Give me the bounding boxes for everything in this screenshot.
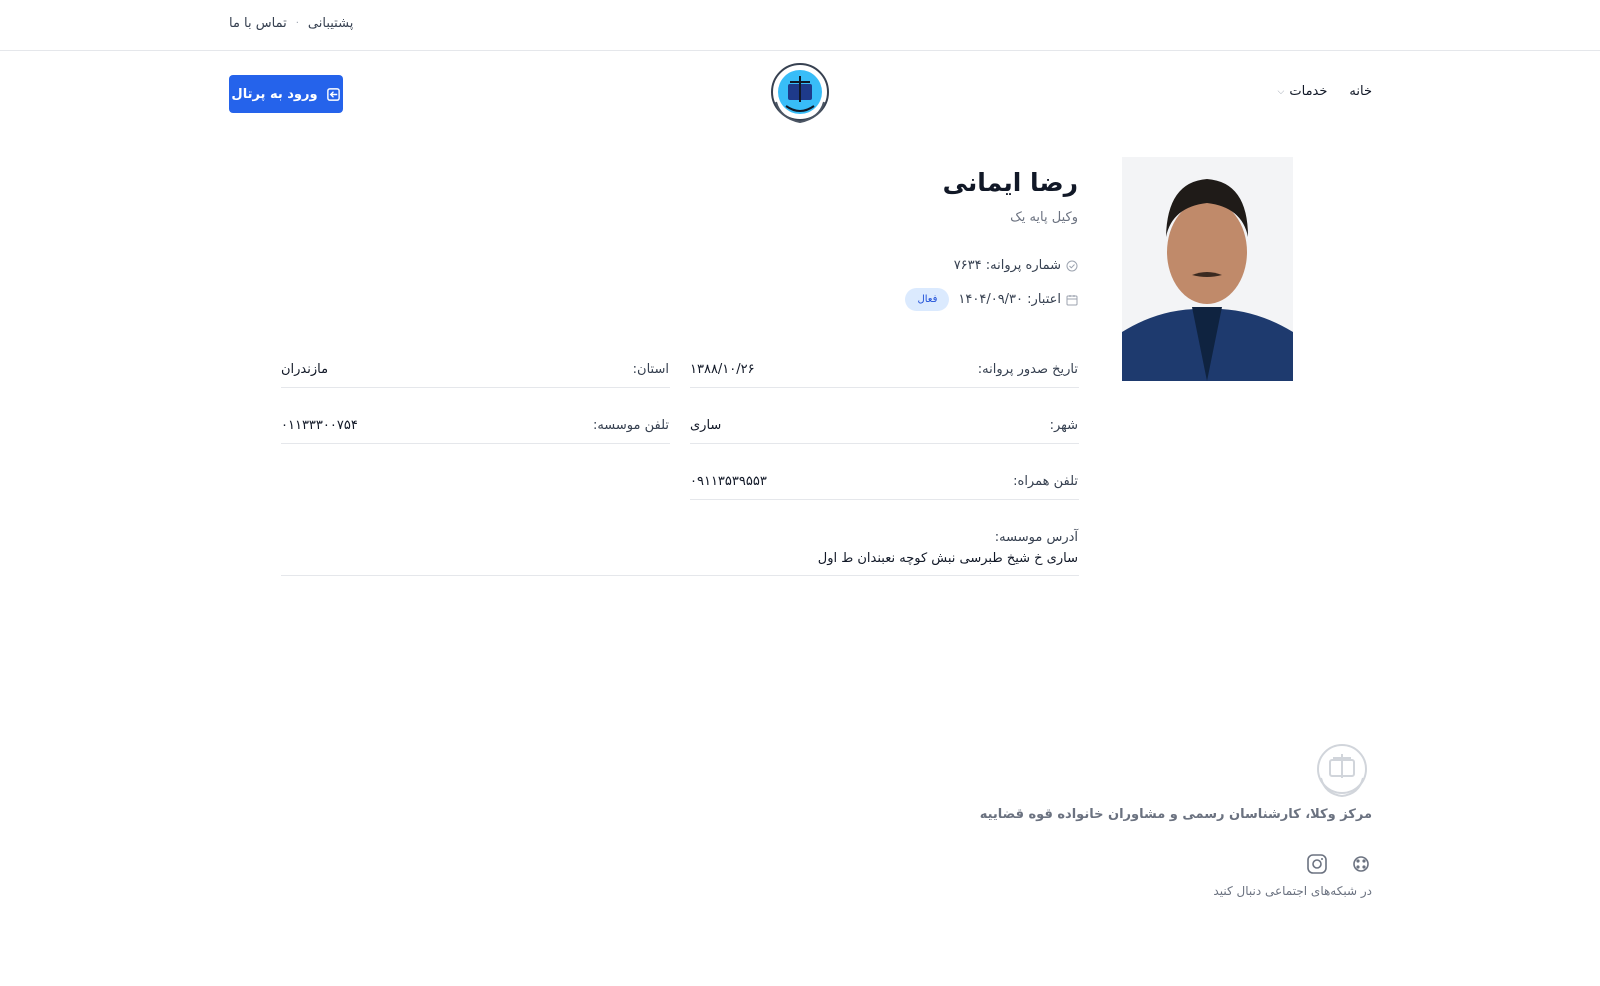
portal-button-label: ورود به پرتال	[231, 86, 318, 102]
top-links	[229, 16, 353, 31]
mobile-value[interactable]: ۰۹۱۱۳۵۳۹۵۵۳	[690, 474, 767, 489]
top-bar	[0, 0, 1600, 51]
support-link[interactable]: پشتیبانی	[307, 16, 354, 31]
office-phone-value[interactable]: ۰۱۱۳۳۳۰۰۷۵۴	[281, 418, 358, 433]
calendar-icon	[1066, 294, 1078, 306]
aparat-icon[interactable]	[1350, 853, 1372, 875]
nav-home-label: خانه	[1349, 84, 1372, 99]
top-links-separator: ·	[295, 18, 299, 29]
city-value: ساری	[690, 418, 722, 433]
judiciary-logo[interactable]	[770, 62, 830, 124]
license-number-text: شماره پروانه: ۷۶۳۴	[953, 258, 1061, 273]
divider	[690, 443, 1079, 444]
nav-services-label: خدمات	[1289, 84, 1328, 99]
chevron-down-icon: ⌵	[1277, 86, 1285, 97]
footer-title: مرکز وکلا، کارشناسان رسمی و مشاوران خانواده قوه قضاییه	[979, 807, 1372, 822]
license-number	[954, 258, 1078, 273]
divider	[281, 575, 1079, 576]
login-icon	[326, 87, 341, 102]
portal-login-button[interactable]	[229, 75, 343, 113]
divider	[690, 499, 1079, 500]
address-value: ساری خ شیخ طبرسی نبش کوچه نعبندان ط اول	[817, 551, 1078, 566]
divider	[281, 443, 670, 444]
footer-logo	[1315, 742, 1369, 798]
license-validity	[905, 288, 1078, 311]
contact-link[interactable]: تماس با ما	[229, 16, 287, 31]
province-label: استان:	[632, 362, 669, 377]
nav-home[interactable]	[1349, 84, 1372, 99]
social-links	[1306, 853, 1372, 875]
mobile-label: تلفن همراه:	[1013, 474, 1078, 489]
address-label: آدرس موسسه:	[994, 530, 1078, 545]
lawyer-rank: وکیل پایه یک	[1010, 210, 1078, 225]
office-phone-label: تلفن موسسه:	[592, 418, 669, 433]
main-nav	[1278, 84, 1372, 99]
province-value: مازندران	[281, 362, 329, 377]
issue-date-label: تاریخ صدور پروانه:	[977, 362, 1078, 377]
lawyer-photo	[1122, 157, 1293, 381]
check-circle-icon	[1066, 260, 1078, 272]
divider	[281, 387, 670, 388]
status-badge: فعال	[905, 288, 949, 311]
city-label: شهر:	[1049, 418, 1078, 433]
validity-text: اعتبار: ۱۴۰۴/۰۹/۳۰	[958, 292, 1061, 307]
lawyer-name: رضا ایمانی	[942, 168, 1078, 197]
instagram-icon[interactable]	[1306, 853, 1328, 875]
nav-services[interactable]	[1278, 84, 1328, 99]
footer-follow-text: در شبکه‌های اجتماعی دنبال کنید	[1213, 884, 1372, 898]
divider	[690, 387, 1079, 388]
issue-date-value: ۱۳۸۸/۱۰/۲۶	[690, 362, 755, 377]
